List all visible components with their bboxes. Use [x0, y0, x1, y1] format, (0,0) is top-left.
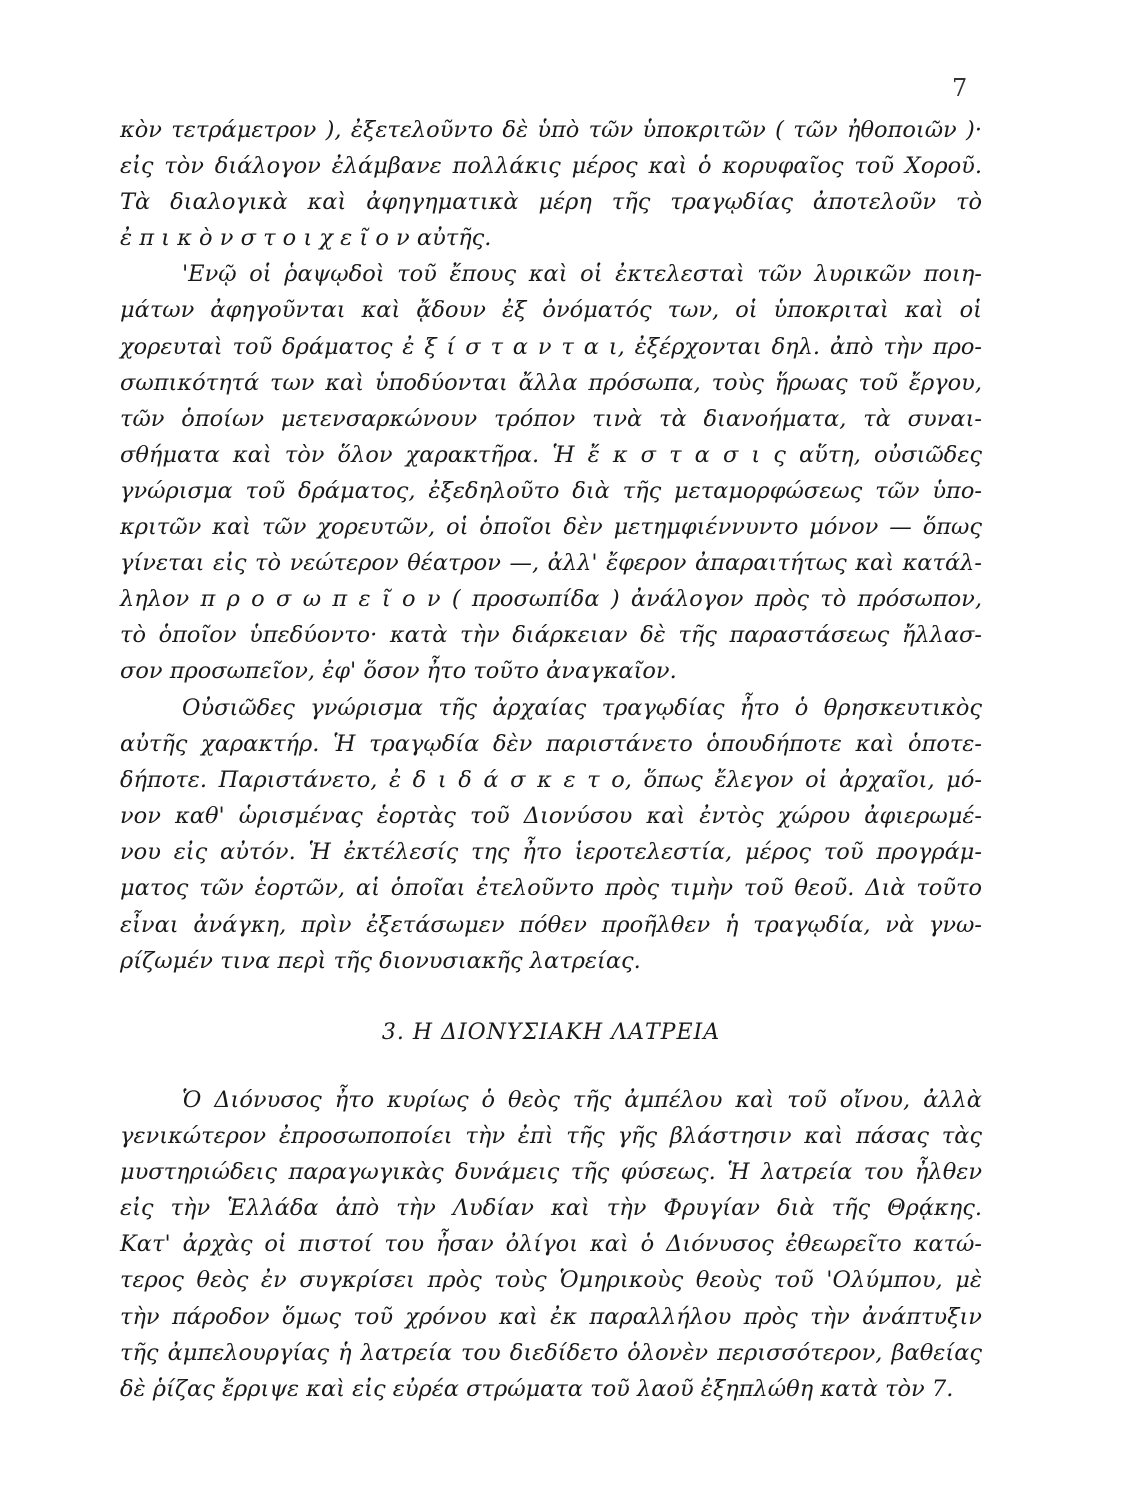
- text-line: κὸν τετράμετρον ), ἐξετελοῦντο δὲ ὑπὸ τῶν ὑποκριτῶν ( τῶν ἠθοποιῶν )·: [120, 117, 982, 143]
- text-line: μάτων ἀφηγοῦνται καὶ ᾄδουν ἐξ ὀνόματός των, οἱ ὑποκριταὶ καὶ οἱ: [120, 297, 982, 324]
- text-line: εἰς τὸν διάλογον ἐλάμβανε πολλάκις μέρος καὶ ὁ κορυφαῖος τοῦ Χοροῦ.: [120, 153, 982, 180]
- text-line: εἶναι ἀνάγκη, πρὶν ἐξετάσωμεν πόθεν προῆλθεν ἡ τραγῳδία, νὰ γνω-: [120, 911, 982, 938]
- text-line: Τὰ διαλογικὰ καὶ ἀφηγηματικὰ μέρη τῆς τραγῳδίας ἀποτελοῦν τὸ: [120, 189, 982, 216]
- text-line: νου εἰς αὐτόν. Ἡ ἐκτέλεσίς της ἦτο ἱεροτελεστία, μέρος τοῦ προγράμ-: [120, 839, 982, 866]
- text-line: σθήματα καὶ τὸν ὅλον χαρακτῆρα. Ἡ ἔ κ σ τ α σ ι ς αὕτη, οὐσιῶδες: [120, 441, 982, 468]
- text-line: ἐ π ι κ ὸ ν σ τ ο ι χ ε ῖ ο ν αὐτῆς.: [120, 225, 492, 252]
- text-line: ματος τῶν ἑορτῶν, αἱ ὁποῖαι ἐτελοῦντο πρὸς τιμὴν τοῦ θεοῦ. Διὰ τοῦτο: [120, 875, 982, 902]
- body-text-block-2: [120, 690, 982, 979]
- text-line: γίνεται εἰς τὸ νεώτερον θέατρον —, ἀλλ' ἔφερον ἀπαραιτήτως καὶ κατάλ-: [120, 550, 982, 577]
- text-line: σωπικότητά των καὶ ὑποδύονται ἄλλα πρόσωπα, τοὺς ἥρωας τοῦ ἔργου,: [120, 369, 982, 396]
- section-heading: 3. Η ΔΙΟΝΥΣΙΑΚΗ ΛΑΤΡΕΙΑ: [381, 1020, 721, 1045]
- text-line: σον προσωπεῖον, ἐφ' ὅσον ἦτο τοῦτο ἀναγκαῖον.: [120, 658, 677, 685]
- body-text-block-3: [120, 1082, 982, 1407]
- text-line: τὸ ὁποῖον ὑπεδύοντο· κατὰ τὴν διάρκειαν δὲ τῆς παραστάσεως ἤλλασ-: [120, 622, 982, 649]
- text-line: τῶν ὁποίων μετενσαρκώνουν τρόπον τινὰ τὰ διανοήματα, τὰ συναι-: [120, 405, 982, 432]
- text-line: τὴν πάροδον ὅμως τοῦ χρόνου καὶ ἐκ παραλλήλου πρὸς τὴν ἀνάπτυξιν: [120, 1303, 982, 1330]
- text-line: γενικώτερον ἐπροσωποποίει τὴν ἐπὶ τῆς γῆς βλάστησιν καὶ πάσας τὰς: [120, 1123, 982, 1150]
- text-line: δὲ ῥίζας ἔρριψε καὶ εἰς εὐρέα στρώματα τοῦ λαοῦ ἐξηπλώθη κατὰ τὸν 7.: [120, 1375, 954, 1402]
- text-line: ρίζωμέν τινα περὶ τῆς διονυσιακῆς λατρείας.: [120, 947, 641, 974]
- text-line: κριτῶν καὶ τῶν χορευτῶν, οἱ ὁποῖοι δὲν μετημφιέννυντο μόνον — ὅπως: [120, 514, 982, 541]
- body-text-block-1: [120, 112, 982, 690]
- text-line: Ὁ Διόνυσος ἦτο κυρίως ὁ θεὸς τῆς ἀμπέλου καὶ τοῦ οἴνου, ἀλλὰ: [182, 1087, 982, 1113]
- text-line: μυστηριώδεις παραγωγικὰς δυνάμεις τῆς φύσεως. Ἡ λατρεία του ἦλθεν: [120, 1159, 982, 1186]
- text-line: ληλον π ρ ο σ ω π ε ῖ ο ν ( προσωπίδα ) ἀνάλογον πρὸς τὸ πρόσωπον,: [120, 586, 982, 613]
- text-line: γνώρισμα τοῦ δράματος, ἐξεδηλοῦτο διὰ τῆς μεταμορφώσεως τῶν ὑπο-: [120, 477, 982, 504]
- page-number: 7: [952, 74, 968, 102]
- text-line: χορευταὶ τοῦ δράματος ἐ ξ ί σ τ α ν τ α ι, ἐξέρχονται δηλ. ἀπὸ τὴν προ-: [120, 333, 982, 360]
- text-line: 'Ενῷ οἱ ῥαψῳδοὶ τοῦ ἔπους καὶ οἱ ἐκτελεσταὶ τῶν λυρικῶν ποιη-: [182, 261, 982, 288]
- text-line: Οὐσιῶδες γνώρισμα τῆς ἀρχαίας τραγῳδίας ἦτο ὁ θρησκευτικὸς: [182, 695, 982, 721]
- text-line: τερος θεὸς ἐν συγκρίσει πρὸς τοὺς Ὁμηρικοὺς θεοὺς τοῦ 'Ολύμπου, μὲ: [120, 1267, 982, 1294]
- text-line: εἰς τὴν Ἑλλάδα ἀπὸ τὴν Λυδίαν καὶ τὴν Φρυγίαν διὰ τῆς Θρᾴκης.: [120, 1195, 982, 1222]
- text-line: Κατ' ἀρχὰς οἱ πιστοί του ἦσαν ὀλίγοι καὶ ὁ Διόνυσος ἐθεωρεῖτο κατώ-: [120, 1231, 982, 1258]
- text-line: δήποτε. Παριστάνετο, ἐ δ ι δ ά σ κ ε τ ο, ὅπως ἔλεγον οἱ ἀρχαῖοι, μό-: [120, 767, 982, 794]
- text-line: τῆς ἀμπελουργίας ἡ λατρεία του διεδίδετο ὁλονὲν περισσότερον, βαθείας: [120, 1339, 982, 1366]
- text-line: αὐτῆς χαρακτήρ. Ἡ τραγῳδία δὲν παριστάνετο ὁπουδήποτε καὶ ὁποτε-: [120, 731, 982, 758]
- text-line: νον καθ' ὡρισμένας ἑορτὰς τοῦ Διονύσου καὶ ἐντὸς χώρου ἀφιερωμέ-: [120, 803, 982, 830]
